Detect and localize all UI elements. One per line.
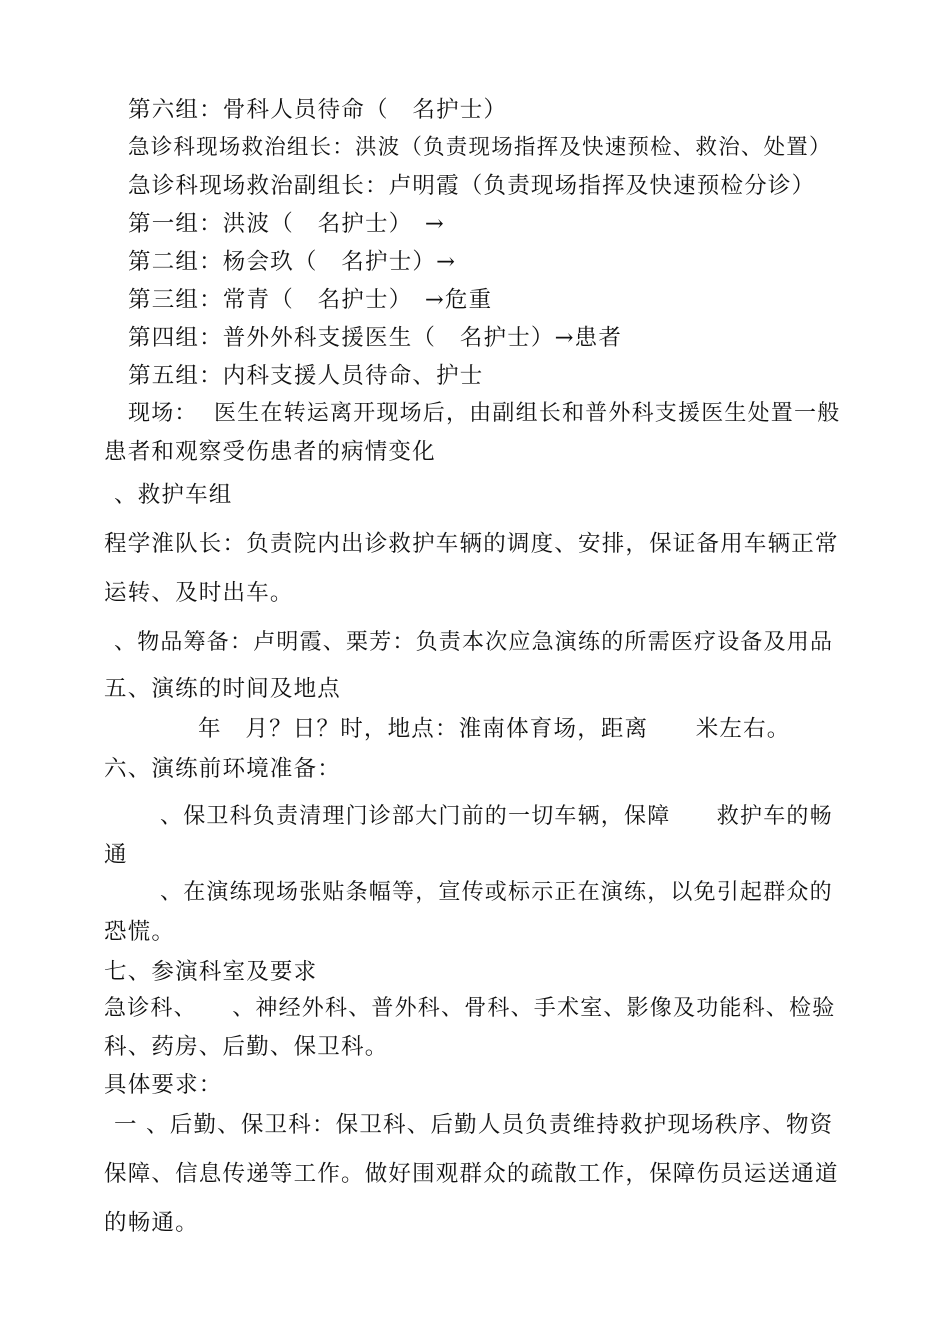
text-line: 第一组：洪波（ 名护士） → [128,211,445,237]
text-line: 年 月？日？时，地点：淮南体育场，距离 米左右。 [198,716,791,742]
text-line: 运转、及时出车。 [104,580,294,606]
text-line: 现场： 医生在转运离开现场后，由副组长和普外科支援医生处置一般 [128,401,841,426]
text-line: 急诊科现场救治组长：洪波（负责现场指挥及快速预检、救治、处置） [128,135,832,160]
text-line: 第四组：普外外科支援医生（ 名护士）→患者 [128,325,623,351]
text-line: 患者和观察受伤患者的病情变化 [104,439,436,465]
text-line: 第三组：常青（ 名护士） →危重 [128,287,493,313]
text-line: 恐慌。 [104,919,176,945]
text-line: 第六组：骨科人员待命（ 名护士） [128,97,508,123]
text-line: 、保卫科负责清理门诊部大门前的一切车辆，保障 救护车的畅 [160,804,833,829]
text-line: 的畅通。 [104,1210,199,1236]
text-line: 急诊科、 、神经外科、普外科、骨科、手术室、影像及功能科、检验 [104,996,836,1021]
text-line: 一 、后勤、保卫科：保卫科、后勤人员负责维持救护现场秩序、物资 [114,1112,834,1138]
text-line: 急诊科现场救治副组长：卢明霞（负责现场指挥及快速预检分诊） [128,173,816,199]
text-line: 六、演练前环境准备： [104,756,342,782]
text-line: 保障、信息传递等工作。做好围观群众的疏散工作，保障伤员运送通道 [104,1161,839,1187]
text-line: 科、药房、后勤、保卫科。 [104,1034,389,1060]
text-line: 第五组：内科支援人员待命、护士 [128,363,484,389]
text-line: 第二组：杨会玖（ 名护士）→ [128,249,457,275]
text-line: 七、参演科室及要求 [104,959,318,985]
text-line: 程学淮队长：负责院内出诊救护车辆的调度、安排，保证备用车辆正常 [104,531,839,557]
text-line: 具体要求： [104,1072,223,1098]
text-line: 、在演练现场张贴条幅等，宣传或标示正在演练，以免引起群众的 [160,880,833,905]
text-line: 、救护车组 [114,482,233,508]
text-line: 、物品筹备：卢明霞、栗芳：负责本次应急演练的所需医疗设备及用品 [114,630,834,655]
text-line: 通 [104,842,128,868]
text-line: 五、演练的时间及地点 [104,676,342,702]
